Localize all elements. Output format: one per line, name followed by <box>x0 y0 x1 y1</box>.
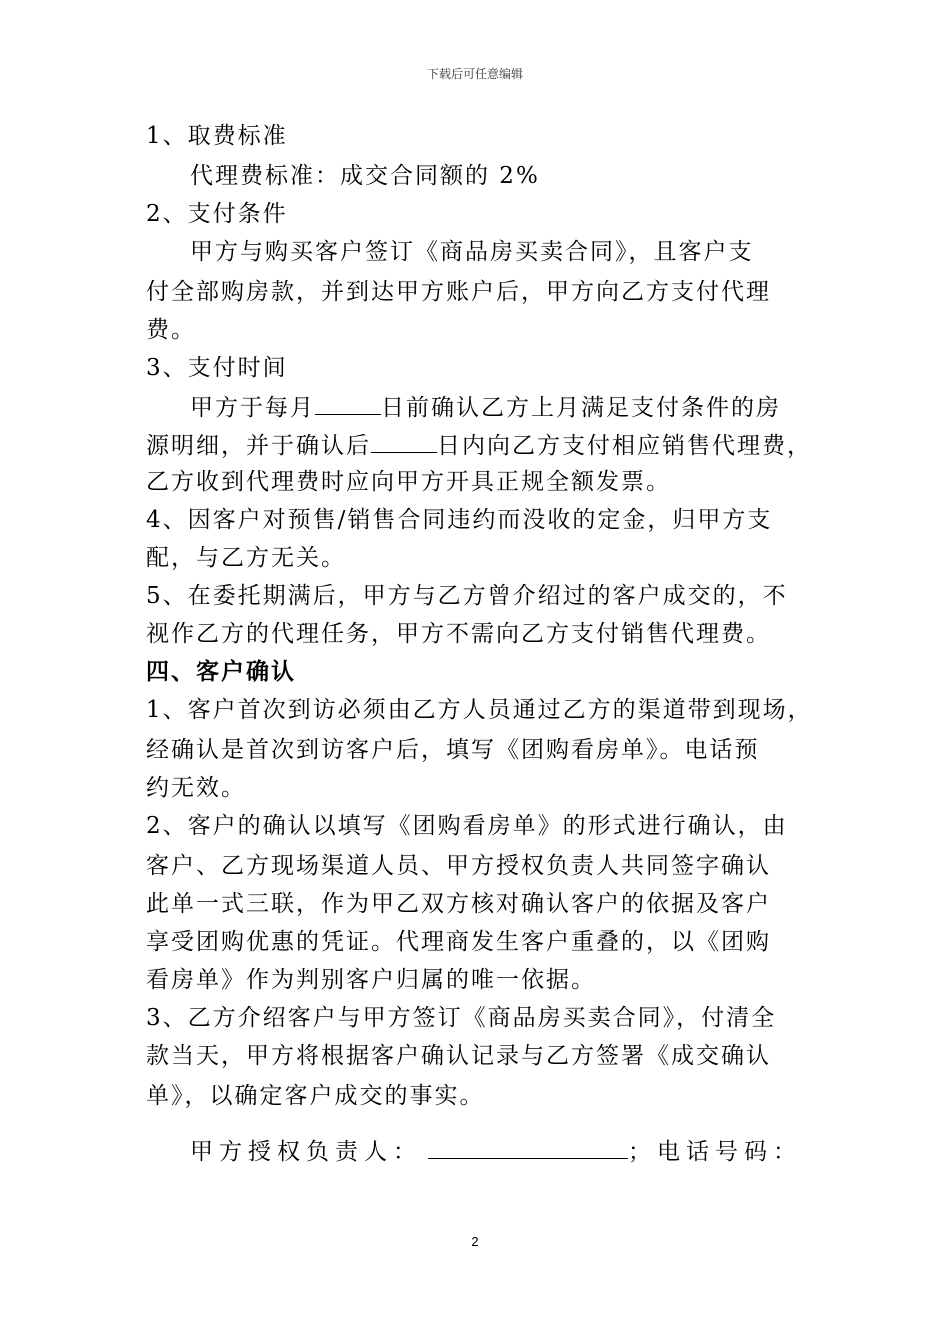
payment-time-text-a: 甲方于每月 <box>190 395 315 421</box>
authorized-person-label: 甲方授权负责人： <box>190 1139 422 1165</box>
confirm-1-line-2: 经确认是首次到访客户后，填写《团购看房单》。电话预 <box>146 737 760 763</box>
payment-time-line-2 <box>146 428 812 462</box>
item-4-line-1: 4、因客户对预售/销售合同违约而没收的定金，归甲方支 <box>146 507 773 533</box>
signature-separator: ； <box>628 1139 657 1165</box>
confirm-3-line-1: 3、乙方介绍客户与甲方签订《商品房买卖合同》，付清全 <box>146 1005 777 1031</box>
confirm-2-line-3: 此单一式三联，作为甲乙双方核对确认客户的依据及客户 <box>146 891 771 917</box>
confirm-2-line-4: 享受团购优惠的凭证。代理商发生客户重叠的，以《团购 <box>146 929 771 955</box>
payment-time-line-1 <box>190 390 781 424</box>
authorized-person-field[interactable] <box>428 1134 628 1159</box>
section-3-heading: 3、支付时间 <box>146 355 288 381</box>
payment-time-text-b: 日前确认乙方上月满足支付条件的房 <box>381 395 781 421</box>
signature-line <box>190 1134 802 1168</box>
section-1-heading: 1、取费标准 <box>146 123 288 149</box>
section-2-heading: 2、支付条件 <box>146 201 288 227</box>
confirm-3-line-2: 款当天，甲方将根据客户确认记录与乙方签署《成交确认 <box>146 1043 771 1069</box>
confirm-2-line-5: 看房单》作为判别客户归属的唯一依据。 <box>146 967 596 993</box>
payment-condition-line-1: 甲方与购买客户签订《商品房买卖合同》，且客户支 <box>190 239 754 265</box>
confirm-2-line-2: 客户、乙方现场渠道人员、甲方授权负责人共同签字确认 <box>146 853 771 879</box>
confirm-1-line-1: 1、客户首次到访必须由乙方人员通过乙方的渠道带到现场， <box>146 697 813 723</box>
page-header: 下载后可任意编辑 <box>426 67 523 81</box>
section-4-heading: 四、客户确认 <box>146 658 296 685</box>
confirm-3-line-3: 单》，以确定客户成交的事实。 <box>146 1083 485 1109</box>
item-4-line-2: 配，与乙方无关。 <box>146 545 346 571</box>
item-5-line-2: 视作乙方的代理任务，甲方不需向乙方支付销售代理费。 <box>146 621 771 647</box>
confirm-2-line-1: 2、客户的确认以填写《团购看房单》的形式进行确认，由 <box>146 813 788 839</box>
days-blank-field[interactable] <box>371 428 437 453</box>
payment-time-line-3: 乙方收到代理费时应向甲方开具正规全额发票。 <box>146 469 671 495</box>
payment-condition-line-3: 费。 <box>146 317 196 343</box>
fee-standard-text: 代理费标准：成交合同额的 2% <box>190 163 540 189</box>
page-number: 2 <box>471 1234 479 1249</box>
payment-time-text-c: 源明细，并于确认后 <box>146 433 371 459</box>
item-5-line-1: 5、在委托期满后，甲方与乙方曾介绍过的客户成交的，不 <box>146 583 788 609</box>
day-blank-field[interactable] <box>315 390 381 415</box>
phone-label: 电话号码： <box>657 1139 802 1165</box>
payment-condition-line-2: 付全部购房款，并到达甲方账户后，甲方向乙方支付代理 <box>146 279 771 305</box>
confirm-1-line-3: 约无效。 <box>146 775 246 801</box>
payment-time-text-d: 日内向乙方支付相应销售代理费， <box>437 433 812 459</box>
